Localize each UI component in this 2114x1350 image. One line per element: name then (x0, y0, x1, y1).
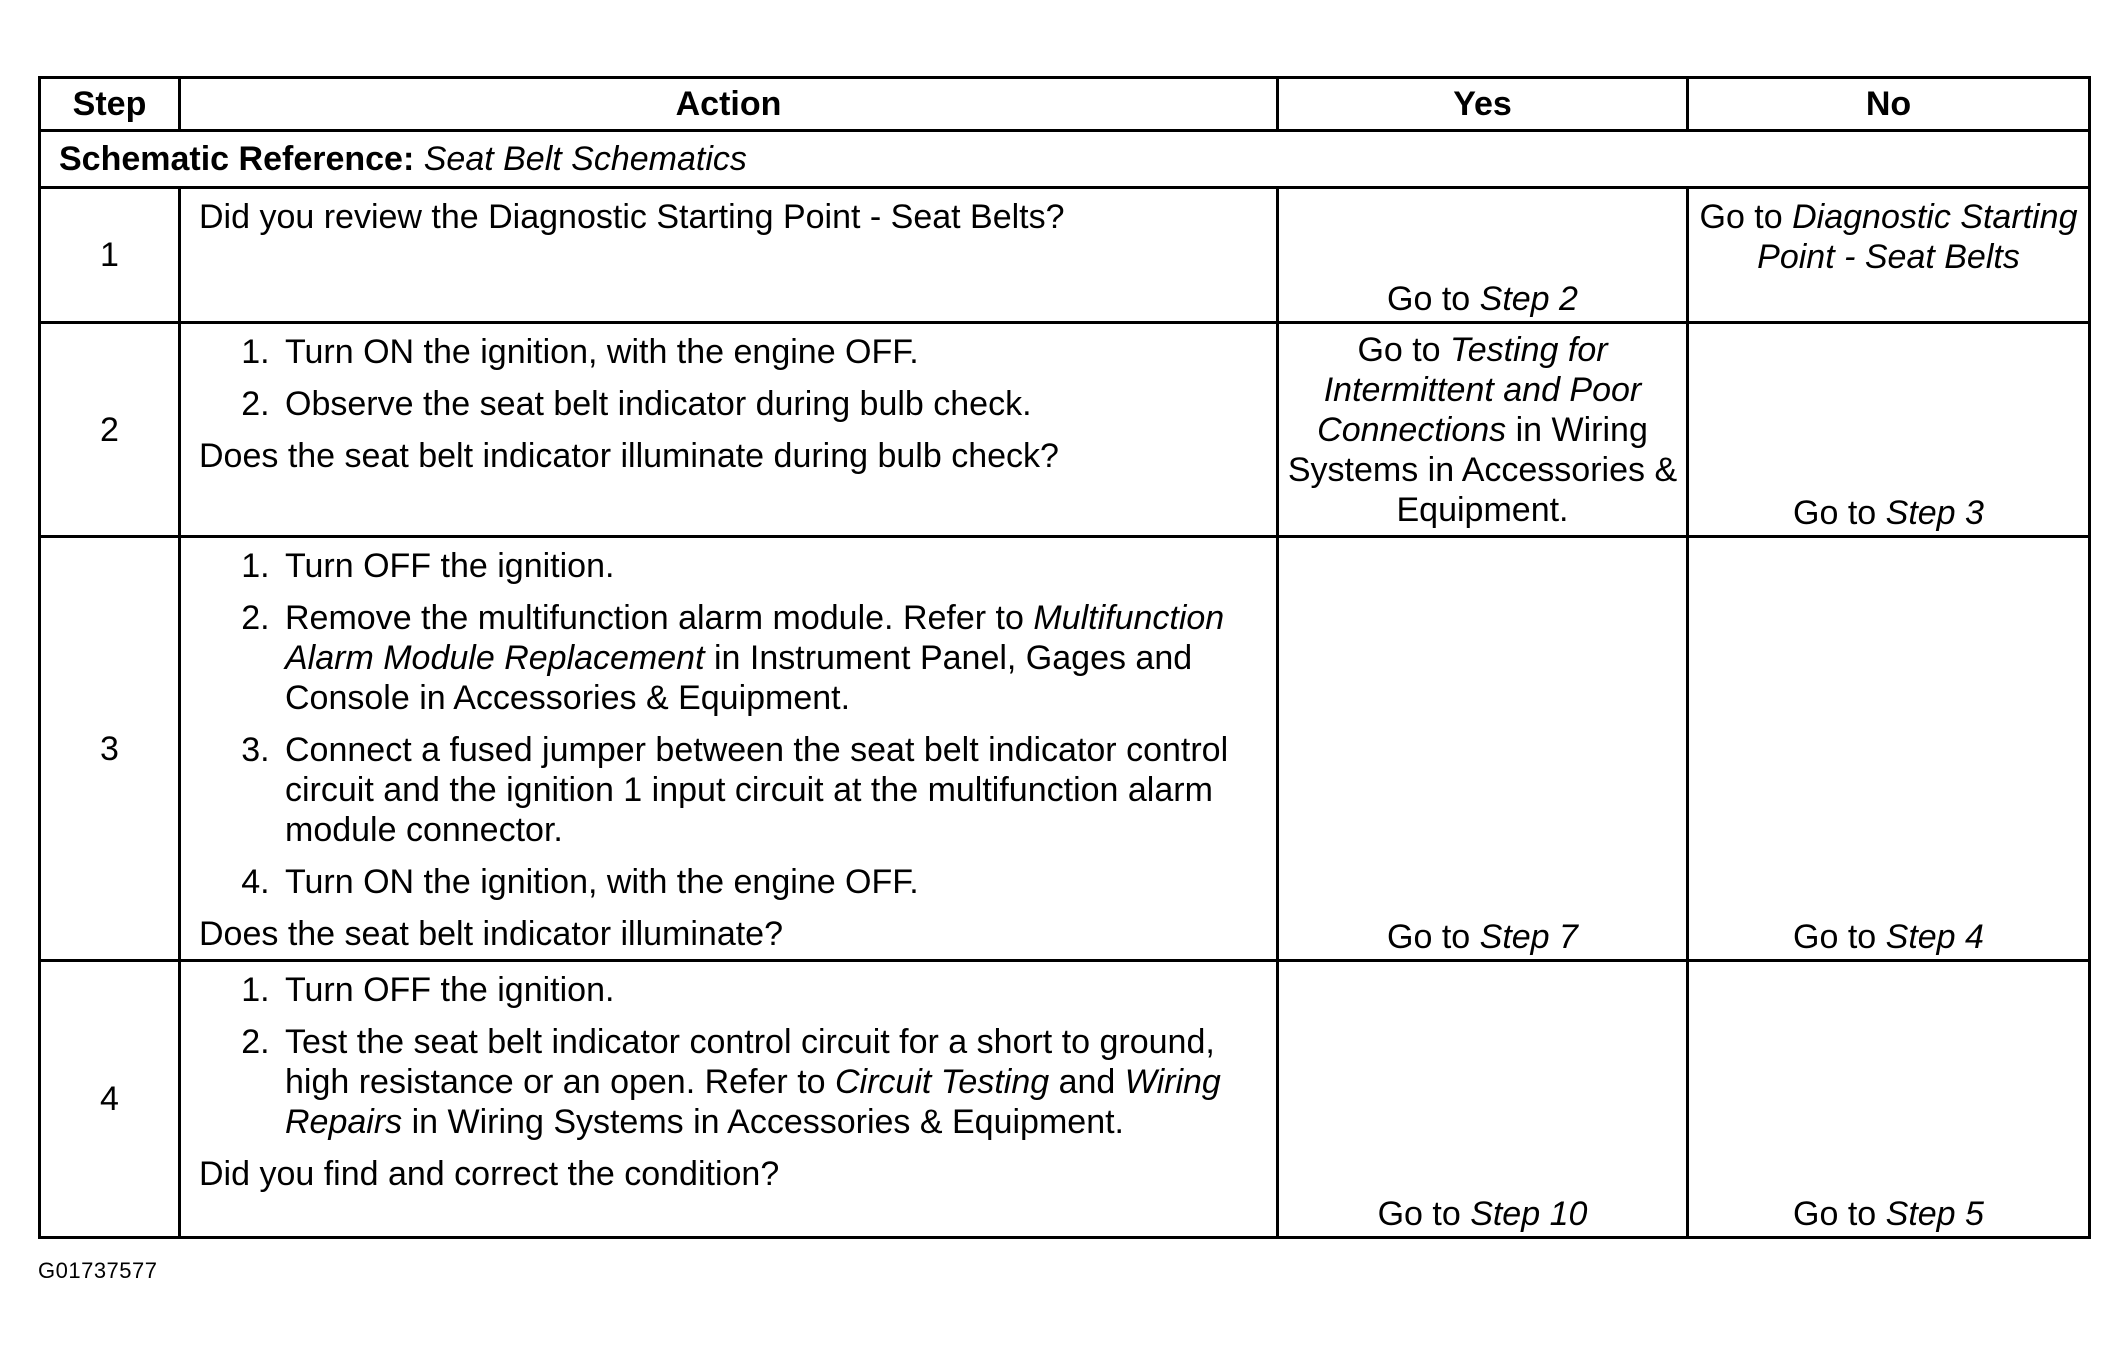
diagnostic-table (38, 76, 2091, 1239)
reference-link[interactable]: Multifunction Alarm Module Replacement (285, 599, 1225, 677)
action-question: Did you review the Diagnostic Starting Point - Seat Belts? (199, 198, 1065, 236)
yes-link[interactable]: Step 10 (1470, 1195, 1588, 1233)
schematic-reference-row (40, 131, 2090, 188)
diagnostic-table-sheet (38, 76, 2088, 1236)
schematic-reference-label: Schematic Reference: (59, 140, 415, 178)
yes-link[interactable]: Step 7 (1479, 918, 1578, 956)
action-question: Does the seat belt indicator illuminate during bulb check? (199, 437, 1059, 475)
yes-cell (1278, 323, 1688, 537)
no-cell (1688, 323, 2090, 537)
yes-cell (1278, 961, 1688, 1238)
action-cell (180, 323, 1278, 537)
action-item: 1. Turn OFF the ignition. (279, 970, 1270, 1010)
yes-prefix: Go to (1387, 918, 1480, 956)
no-link[interactable]: Step 5 (1885, 1195, 1984, 1233)
action-cell (180, 188, 1278, 323)
action-item (279, 598, 1270, 718)
no-link[interactable]: Step 4 (1885, 918, 1984, 956)
action-item-mid: and (1049, 1063, 1125, 1101)
schematic-reference (40, 131, 2090, 188)
no-link[interactable]: Step 3 (1885, 494, 1984, 532)
no-prefix: Go to (1793, 494, 1886, 532)
action-list (199, 546, 1270, 902)
no-prefix: Go to (1793, 918, 1886, 956)
action-item: 1. Turn OFF the ignition. (279, 546, 1270, 586)
action-cell (180, 537, 1278, 961)
action-item: 4. Turn ON the ignition, with the engine OFF. (279, 862, 1270, 902)
yes-link[interactable]: Testing for Intermittent and Poor Connections (1317, 331, 1642, 449)
yes-prefix: Go to (1387, 280, 1480, 318)
action-cell (180, 961, 1278, 1238)
step-number: 1 (40, 188, 180, 323)
action-item (279, 1022, 1270, 1142)
table-row (40, 961, 2090, 1238)
no-cell (1688, 537, 2090, 961)
step-number: 2 (40, 323, 180, 537)
yes-prefix: Go to (1357, 331, 1451, 369)
action-item: 3. Connect a fused jumper between the seat belt indicator control circuit and the ignition 1 input circuit at the multifunction alarm module connector. (279, 730, 1270, 850)
header-step: Step (40, 78, 180, 131)
header-no: No (1688, 78, 2090, 131)
no-cell (1688, 188, 2090, 323)
action-list (199, 970, 1270, 1142)
reference-link[interactable]: Wiring Repairs (285, 1063, 1221, 1141)
no-cell (1688, 961, 2090, 1238)
action-item-text: Test the seat belt indicator control circuit for a short to ground, high resistance or an open. Refer to (285, 1023, 1215, 1101)
no-prefix: Go to (1793, 1195, 1886, 1233)
action-question: Does the seat belt indicator illuminate? (199, 915, 783, 953)
action-item: 2. Observe the seat belt indicator during bulb check. (279, 384, 1270, 424)
table-row (40, 323, 2090, 537)
action-question: Did you find and correct the condition? (199, 1155, 780, 1193)
header-row (40, 78, 2090, 131)
action-item-suffix: in Instrument Panel, Gages and Console in Accessories & Equipment. (285, 639, 1193, 717)
step-number: 4 (40, 961, 180, 1238)
step-number: 3 (40, 537, 180, 961)
action-item: 1. Turn ON the ignition, with the engine OFF. (279, 332, 1270, 372)
schematic-reference-link[interactable]: Seat Belt Schematics (423, 140, 747, 178)
yes-suffix: in Wiring Systems in Accessories & Equipment. (1287, 411, 1678, 529)
yes-prefix: Go to (1377, 1195, 1471, 1233)
header-yes: Yes (1278, 78, 1688, 131)
yes-cell (1278, 188, 1688, 323)
no-link[interactable]: Diagnostic Starting Point - Seat Belts (1757, 198, 2078, 276)
header-action: Action (180, 78, 1278, 131)
yes-cell (1278, 537, 1688, 961)
action-item-suffix: in Wiring Systems in Accessories & Equipment. (402, 1103, 1124, 1141)
figure-id: G01737577 (38, 1258, 158, 1283)
no-prefix: Go to (1699, 198, 1793, 236)
reference-link[interactable]: Circuit Testing (835, 1063, 1050, 1101)
yes-link[interactable]: Step 2 (1479, 280, 1578, 318)
table-row (40, 188, 2090, 323)
table-row (40, 537, 2090, 961)
action-list (199, 332, 1270, 424)
action-item-text: Remove the multifunction alarm module. Refer to (285, 599, 1034, 637)
